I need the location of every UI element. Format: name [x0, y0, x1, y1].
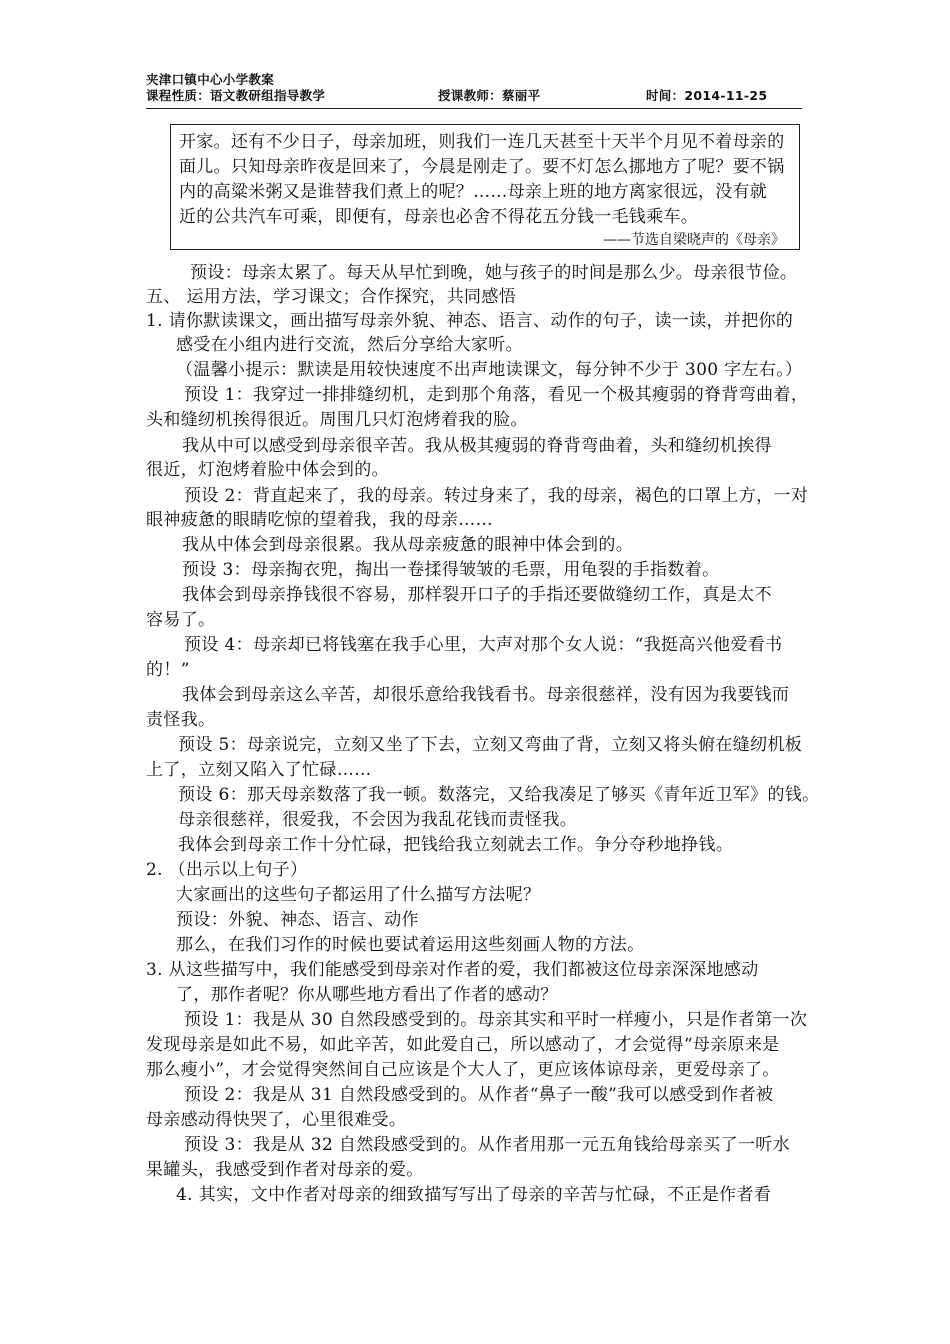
course-type: 课程性质：语文教研组指导教学: [146, 88, 326, 103]
body-line: 责怪我。: [146, 710, 216, 730]
school-title: 夹津口镇中心小学教案: [146, 72, 275, 87]
body-line: 了，那作者呢？你从哪些地方看出了作者的感动？: [176, 985, 558, 1005]
body-line: 感受在小组内进行交流，然后分享给大家听。: [176, 335, 523, 355]
body-line: 预设 4：母亲却已将钱塞在我手心里，大声对那个女人说：“我挺高兴他爱看书: [184, 635, 783, 655]
body-line: 我体会到母亲这么辛苦，却很乐意给我钱看书。母亲很慈祥，没有因为我要钱而: [182, 685, 790, 705]
section-heading: 五、 运用方法，学习课文；合作探究，共同感悟: [146, 287, 517, 307]
tip-line: （温馨小提示：默读是用较快速度不出声地读课文，每分钟不少于 300 字左右。）: [176, 360, 803, 380]
body-line: 预设 2：背直起来了，我的母亲。转过身来了，我的母亲，褐色的口罩上方，一对: [184, 486, 809, 506]
body-line: 果罐头，我感受到作者对母亲的爱。: [146, 1160, 424, 1180]
body-line: 预设 3：母亲掏衣兜，掏出一卷揉得皱皱的毛票，用龟裂的手指数着。: [182, 560, 720, 580]
body-line: 我从中可以感受到母亲很辛苦。我从极其瘦弱的脊背弯曲着，头和缝纫机挨得: [182, 436, 772, 456]
body-line: 头和缝纫机挨得很近。周围几只灯泡烤着我的脸。: [146, 410, 528, 430]
body-line: 我体会到母亲挣钱很不容易，那样裂开口子的手指还要做缝纫工作，真是太不: [182, 585, 772, 605]
body-line: 预设：母亲太累了。每天从早忙到晚，她与孩子的时间是那么少。母亲很节俭。: [190, 263, 798, 283]
body-line: 大家画出的这些句子都运用了什么描写方法呢？: [176, 885, 541, 905]
body-line: 上了，立刻又陷入了忙碌……: [146, 760, 372, 780]
body-line: 预设 5：母亲说完，立刻又坐了下去，立刻又弯曲了背，立刻又将头俯在缝纫机板: [178, 735, 803, 755]
body-line: 预设 1：我穿过一排排缝纫机，走到那个角落，看见一个极其瘦弱的脊背弯曲着，: [184, 385, 809, 405]
body-line: 预设 6：那天母亲数落了我一顿。数落完，又给我凑足了够买《青年近卫军》的钱。: [178, 785, 820, 805]
body-line: 我从中体会到母亲很累。我从母亲疲惫的眼神中体会到的。: [182, 535, 634, 555]
body-line: 4. 其实，文中作者对母亲的细致描写写出了母亲的辛苦与忙碌，不正是作者看: [176, 1185, 772, 1205]
quote-line: 面儿。只知母亲昨夜是回来了，今晨是刚走了。要不灯怎么挪地方了呢？要不锅: [179, 157, 785, 177]
body-line: 预设 1：我是从 30 自然段感受到的。母亲其实和平时一样瘦小，只是作者第一次: [184, 1010, 808, 1030]
teacher-name: 授课教师：蔡丽平: [438, 88, 541, 103]
body-line: 那么瘦小”，才会觉得突然间自己应该是个大人了，更应该体谅母亲，更爱母亲了。: [146, 1060, 780, 1080]
quote-source: ——节选自梁晓声的《母亲》: [603, 232, 785, 248]
body-line: 我体会到母亲工作十分忙碌，把钱给我立刻就去工作。争分夺秒地挣钱。: [178, 835, 734, 855]
body-line: 的！”: [146, 660, 190, 680]
quote-line: 开家。还有不少日子，母亲加班，则我们一连几天甚至十天半个月见不着母亲的: [179, 132, 785, 152]
body-line: 预设：外貌、神态、语言、动作: [176, 910, 419, 930]
lesson-date: 时间：2014-11-25: [646, 88, 768, 103]
body-line: 眼神疲惫的眼睛吃惊的望着我，我的母亲……: [146, 510, 493, 530]
body-line: 发现母亲是如此不易，如此辛苦，如此爱自己，所以感动了，才会觉得“母亲原来是: [146, 1035, 780, 1055]
body-line: 预设 2：我是从 31 自然段感受到的。从作者“鼻子一酸”我可以感受到作者被: [184, 1085, 774, 1105]
quote-line: 近的公共汽车可乘，即便有，母亲也必舍不得花五分钱一毛钱乘车。: [179, 207, 698, 227]
body-line: 那么，在我们习作的时候也要试着运用这些刻画人物的方法。: [176, 935, 645, 955]
quote-box: [170, 124, 800, 250]
body-line: 1. 请你默读课文，画出描写母亲外貌、神态、语言、动作的句子，读一读，并把你的: [146, 311, 794, 331]
body-line: 母亲很慈祥，很爱我，不会因为我乱花钱而责怪我。: [178, 810, 578, 830]
body-line: 母亲感动得快哭了，心里很难受。: [146, 1110, 407, 1130]
body-line: 很近，灯泡烤着脸中体会到的。: [146, 460, 389, 480]
body-line: 容易了。: [146, 610, 216, 630]
body-line: 预设 3：我是从 32 自然段感受到的。从作者用那一元五角钱给母亲买了一听水: [184, 1135, 790, 1155]
body-line: 3. 从这些描写中，我们能感受到母亲对作者的爱，我们都被这位母亲深深地感动: [146, 960, 759, 980]
body-line: 2. （出示以上句子）: [146, 860, 308, 880]
quote-line: 内的高粱米粥又是谁替我们煮上的呢？……母亲上班的地方离家很远，没有就: [179, 182, 768, 202]
header-divider: [146, 108, 802, 109]
